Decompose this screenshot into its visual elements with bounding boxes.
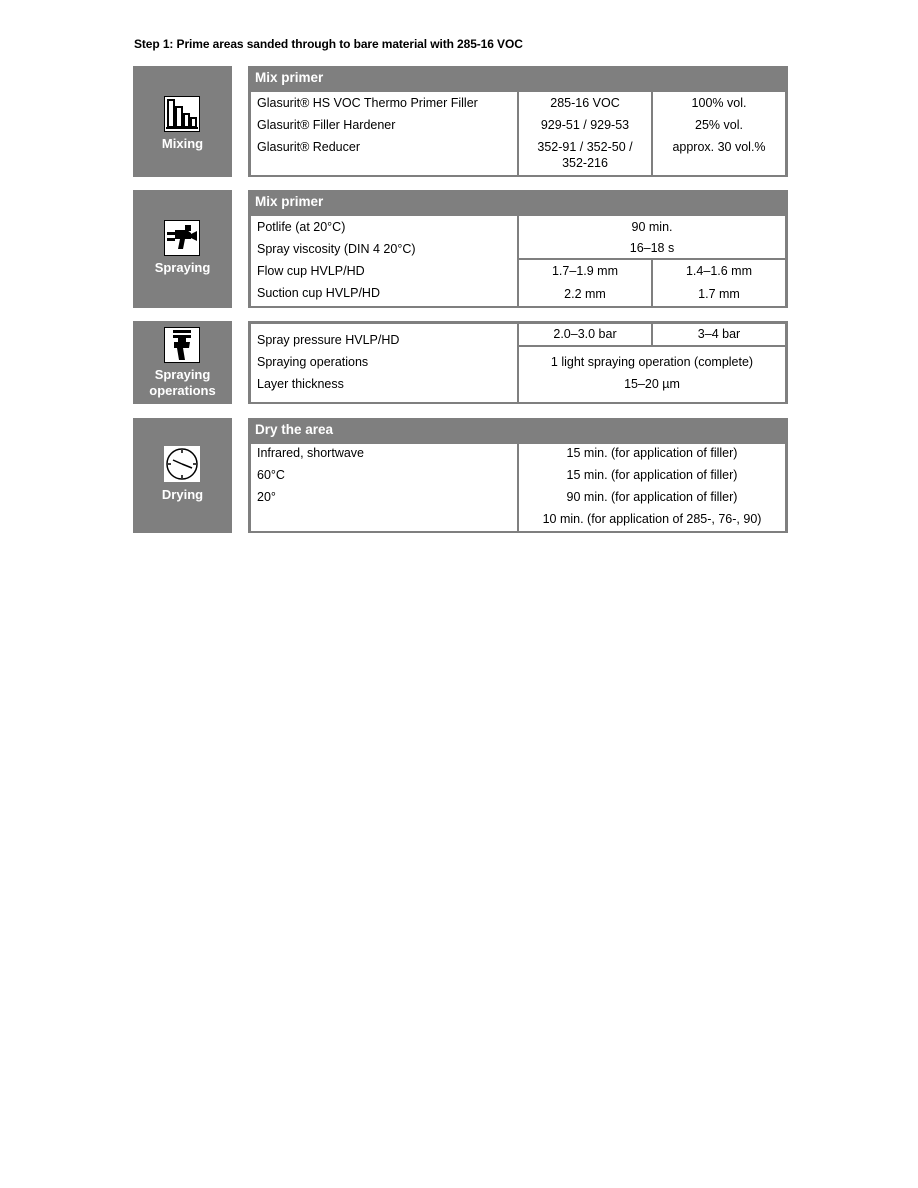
clock-icon xyxy=(164,446,200,482)
spraying-label-row: Spray viscosity (DIN 4 20°C) xyxy=(257,242,416,256)
spraying-operations-label: operations xyxy=(149,383,216,398)
mixing-row-amount: 100% vol. xyxy=(691,96,747,110)
operations-cell xyxy=(519,347,785,402)
drying-values-cell xyxy=(519,444,785,531)
potlife-cell xyxy=(519,216,785,258)
thickness-value: 15–20 µm xyxy=(624,377,680,391)
drying-panel xyxy=(248,418,788,533)
flow-cup-hd-value: 1.4–1.6 mm xyxy=(685,264,752,278)
mixing-row-code: 929-51 / 929-53 xyxy=(540,118,630,132)
spraying-labels-cell xyxy=(251,216,517,306)
mixing-names-cell xyxy=(251,92,517,175)
suction-cup-hd-value: 1.7 mm xyxy=(698,287,740,301)
spray-gun-icon xyxy=(164,220,200,256)
page-title: Step 1: Prime areas sanded through to bare material with 285-16 VOC xyxy=(134,37,523,51)
drying-label-row: 60°C xyxy=(257,468,285,482)
drying-value-row: 90 min. (for application of filler) xyxy=(566,490,738,504)
mixing-row-amount: 25% vol. xyxy=(695,118,743,132)
spraying-operations-label-row: Spray pressure HVLP/HD xyxy=(257,333,400,347)
mixing-amounts-cell xyxy=(653,92,785,175)
spraying-operations-label-row: Layer thickness xyxy=(257,377,344,391)
drying-value-row: 15 min. (for application of filler) xyxy=(566,468,738,482)
pressure-hd-cell xyxy=(653,324,785,345)
pressure-hvlp-cell xyxy=(519,324,651,345)
potlife-value: 90 min. xyxy=(631,220,673,234)
drying-value-row: 10 min. (for application of 285-, 76-, 90) xyxy=(542,512,762,526)
spraying-header: Mix primer xyxy=(255,194,324,209)
drying-section xyxy=(133,418,788,533)
spraying-operations-label: Spraying xyxy=(154,367,211,382)
drying-label: Drying xyxy=(161,487,204,502)
spraying-sidebar xyxy=(133,190,232,308)
mixing-bars-icon xyxy=(164,96,200,132)
viscosity-value: 16–18 s xyxy=(629,241,675,255)
pressure-hvlp-value: 2.0–3.0 bar xyxy=(553,327,617,341)
mixing-row-name: Glasurit® Reducer xyxy=(257,140,360,154)
spraying-section xyxy=(133,190,788,308)
mixing-label: Mixing xyxy=(161,136,204,151)
drying-label-row: Infrared, shortwave xyxy=(257,446,364,460)
mixing-row-name: Glasurit® Filler Hardener xyxy=(257,118,396,132)
spraying-label-row: Suction cup HVLP/HD xyxy=(257,286,380,300)
spraying-label-row: Flow cup HVLP/HD xyxy=(257,264,365,278)
spraying-operations-sidebar xyxy=(133,321,232,404)
drying-value-row: 15 min. (for application of filler) xyxy=(566,446,738,460)
spraying-label-row: Potlife (at 20°C) xyxy=(257,220,346,234)
mixing-row-code: 352-91 / 352-50 / xyxy=(537,140,633,154)
pressure-hd-value: 3–4 bar xyxy=(697,327,741,341)
mixing-codes-cell xyxy=(519,92,651,175)
spraying-operations-labels-cell xyxy=(251,324,517,402)
operations-value: 1 light spraying operation (complete) xyxy=(550,355,754,369)
spraying-operations-panel xyxy=(248,321,788,404)
drying-sidebar xyxy=(133,418,232,533)
drying-header: Dry the area xyxy=(255,422,334,437)
mixing-section xyxy=(133,66,788,177)
drying-label-row: 20° xyxy=(257,490,276,504)
mixing-row-name: Glasurit® HS VOC Thermo Primer Filler xyxy=(257,96,478,110)
mixing-row-code: 352-216 xyxy=(562,156,608,170)
drying-labels-cell xyxy=(251,444,517,531)
hvlp-nozzle-cell xyxy=(519,260,651,306)
spraying-panel xyxy=(248,190,788,308)
flow-cup-hvlp-value: 1.7–1.9 mm xyxy=(551,264,618,278)
mixing-header: Mix primer xyxy=(255,70,324,85)
spraying-operations-section xyxy=(133,321,788,404)
spraying-operations-label-row: Spraying operations xyxy=(257,355,369,369)
suction-cup-hvlp-value: 2.2 mm xyxy=(564,287,606,301)
spray-gun-vertical-icon xyxy=(164,327,200,363)
mixing-row-amount: approx. 30 vol.% xyxy=(672,140,766,154)
mixing-panel xyxy=(248,66,788,177)
hd-nozzle-cell xyxy=(653,260,785,306)
mixing-sidebar xyxy=(133,66,232,177)
spraying-label: Spraying xyxy=(154,260,211,275)
mixing-row-code: 285-16 VOC xyxy=(550,96,620,110)
